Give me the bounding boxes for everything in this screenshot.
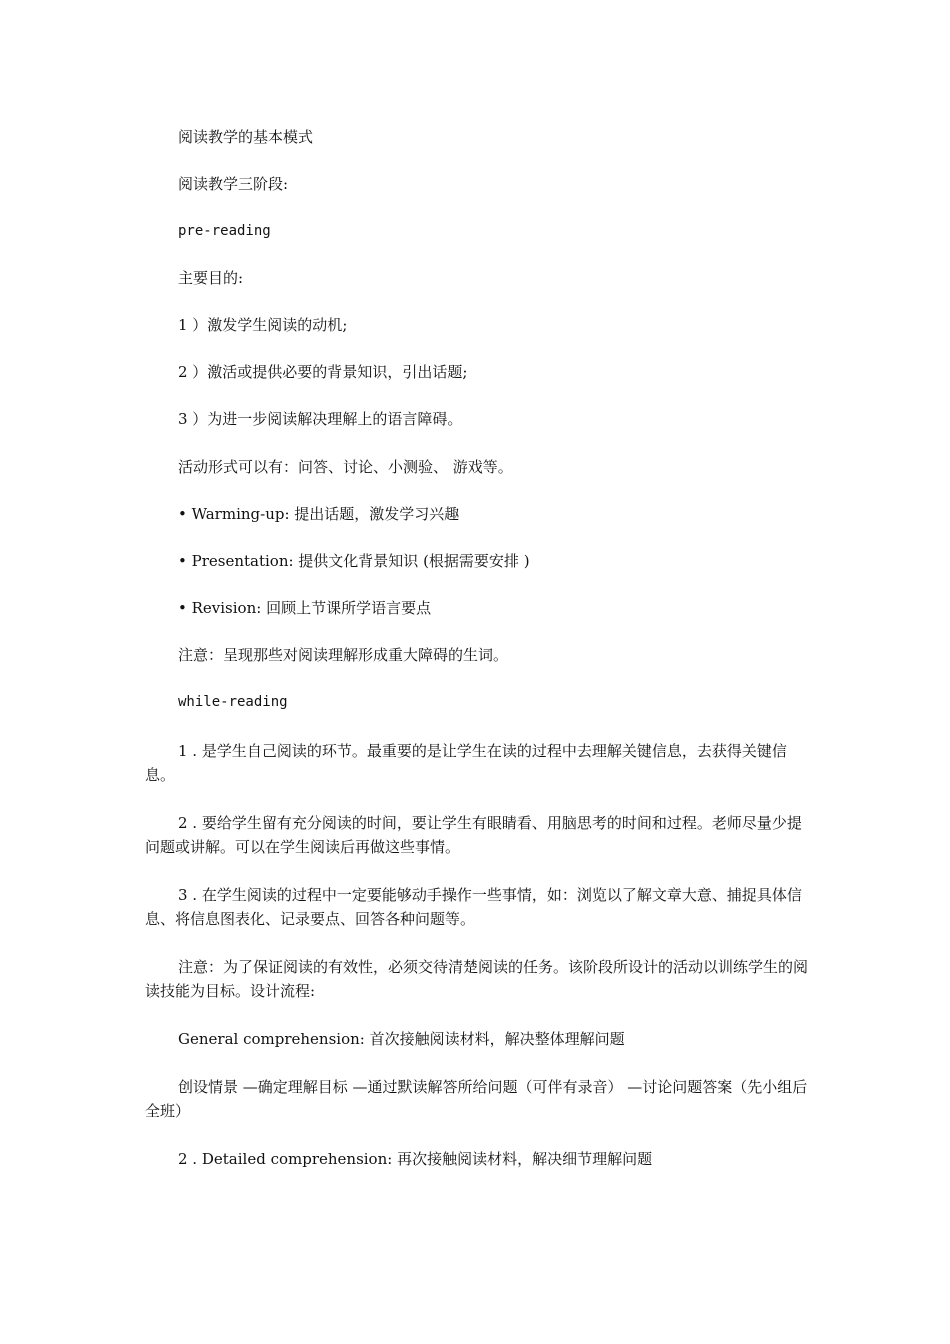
while-reading-heading: while-reading xyxy=(178,694,288,710)
purpose-item: 2 ）激活或提供必要的背景知识，引出话题; xyxy=(178,363,468,381)
bullet-item: • Warming-up: 提出话题，激发学习兴趣 xyxy=(178,505,460,523)
pre-reading-heading: pre-reading xyxy=(178,223,271,239)
bullet-item: • Revision: 回顾上节课所学语言要点 xyxy=(178,599,432,617)
while-reading-point: 3 . 在学生阅读的过程中一定要能够动手操作一些事情，如：浏览以了解文章大意、捕捉具体信息、将信息图表化、记录要点、回答各种问题等。 xyxy=(145,886,802,928)
pre-reading-note: 注意：呈现那些对阅读理解形成重大障碍的生词。 xyxy=(178,646,509,664)
purpose-item: 1 ）激发学生阅读的动机; xyxy=(178,316,348,334)
bullet-item: • Presentation: 提供文化背景知识 (根据需要安排 ) xyxy=(178,552,530,570)
purpose-label: 主要目的: xyxy=(178,269,244,287)
general-comprehension: General comprehension: 首次接触阅读材料，解决整体理解问题 xyxy=(178,1030,625,1048)
design-flow: 创设情景 —确定理解目标 —通过默读解答所给问题（可伴有录音） —讨论问题答案（先小组后全班） xyxy=(145,1078,808,1120)
while-reading-point: 2 . 要给学生留有充分阅读的时间，要让学生有眼睛看、用脑思考的时间和过程。老师尽量少提问题或讲解。可以在学生阅读后再做这些事情。 xyxy=(145,814,802,856)
while-reading-note: 注意：为了保证阅读的有效性，必须交待清楚阅读的任务。该阶段所设计的活动以训练学生的阅读技能为目标。设计流程: xyxy=(145,958,809,1000)
stages-heading: 阅读教学三阶段: xyxy=(178,175,289,193)
detailed-comprehension: 2 . Detailed comprehension: 再次接触阅读材料，解决细节理解问题 xyxy=(178,1150,653,1168)
while-reading-point: 1 . 是学生自己阅读的环节。最重要的是让学生在读的过程中去理解关键信息，去获得关键信息。 xyxy=(145,742,787,784)
purpose-item: 3 ）为进一步阅读解决理解上的语言障碍。 xyxy=(178,410,463,428)
activities-text: 活动形式可以有：问答、讨论、小测验、 游戏等。 xyxy=(178,458,513,476)
document-title: 阅读教学的基本模式 xyxy=(178,128,314,146)
